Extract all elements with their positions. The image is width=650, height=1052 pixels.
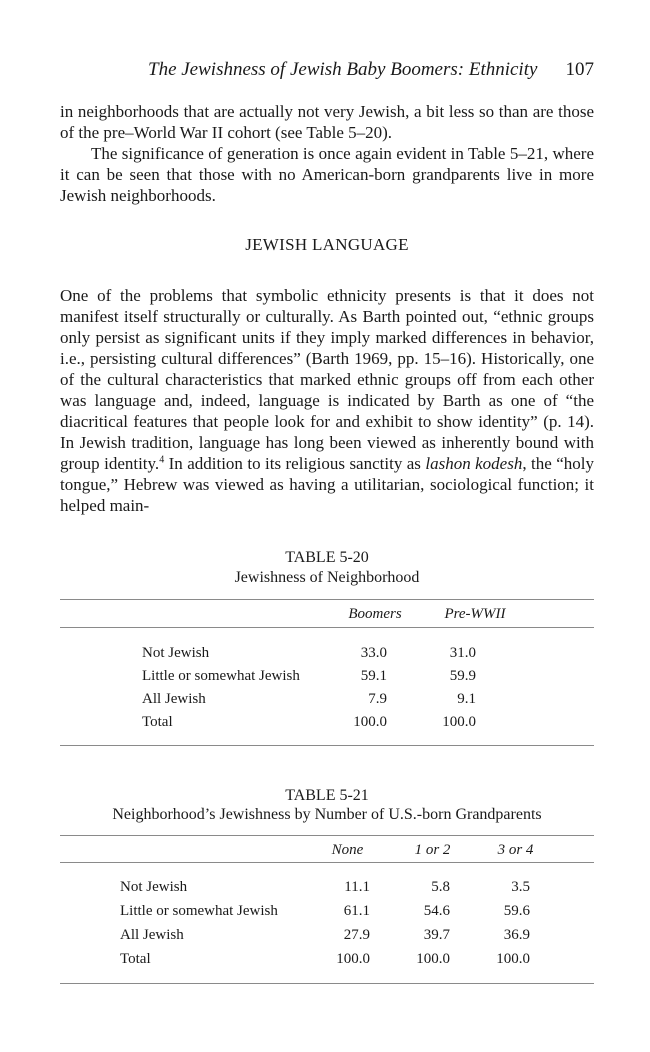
paragraph-continuation: in neighborhoods that are actually not very Jewish, a bit less so than are those of the pre–World War II cohort (see Table 5–20). (60, 102, 594, 142)
table-row (142, 711, 502, 733)
cell-3or4: 100.0 (496, 951, 530, 967)
cell-1or2: 54.6 (423, 903, 450, 919)
italic-term: lashon kodesh (425, 454, 523, 473)
cell-prewwii: 9.1 (457, 691, 476, 707)
table-5-21-label: TABLE 5-21 (285, 787, 369, 804)
row-label: Not Jewish (120, 879, 188, 895)
table-5-20-top-rule (60, 599, 594, 600)
cell-none: 27.9 (343, 927, 370, 943)
footnote-marker: 4 (159, 454, 165, 466)
paragraph-generation: The significance of generation is once again evident in Table 5–21, where it can be seen that those with no American-born grandparents live in more Jewish neighborhoods. (60, 144, 594, 205)
cell-prewwii: 100.0 (442, 714, 476, 730)
cell-3or4: 3.5 (511, 879, 530, 895)
running-title: The Jewishness of Jewish Baby Boomers: Ethnicity (148, 59, 538, 80)
cell-boomers: 33.0 (360, 645, 387, 661)
row-label: Total (142, 714, 173, 730)
table-5-21-col-none: None (331, 842, 364, 858)
table-5-20-label: TABLE 5-20 (285, 549, 369, 566)
cell-1or2: 100.0 (416, 951, 450, 967)
paragraph-language (60, 285, 594, 516)
cell-boomers: 59.1 (360, 668, 387, 684)
body-text-language (60, 285, 594, 516)
cell-prewwii: 59.9 (449, 668, 476, 684)
cell-none: 11.1 (344, 879, 370, 895)
table-row (142, 665, 502, 687)
table-5-20-col-boomers: Boomers (348, 606, 402, 622)
cell-boomers: 7.9 (368, 691, 387, 707)
table-row (142, 688, 502, 710)
table-5-20-bottom-rule (60, 745, 594, 746)
table-5-20-header-rule (60, 627, 594, 628)
paragraph-text-part: One of the problems that symbolic ethnicity presents is that it does not manifest itself structurally or culturally. As Barth pointed out, “ethnic groups only persist as significant units if they imply marked differences in behavior, i.e., persisting cultural differences” (Barth 1969, pp. 15–16). Historically, one of the cultural characteristics that marked ethnic groups off from each other was language and, indeed, language is indicated by Barth as one of “the diacritical features that people look for and exhibit to show identity” (p. 14). In Jewish tradition, language has long been viewed as inherently bound with group identity. (60, 286, 594, 473)
running-header (60, 58, 594, 82)
table-5-20-title: Jewishness of Neighborhood (234, 569, 420, 586)
table-5-21-top-rule (60, 835, 594, 836)
row-label: Not Jewish (142, 645, 210, 661)
table-row (120, 900, 540, 922)
cell-none: 100.0 (336, 951, 370, 967)
table-5-21-header-rule (60, 862, 594, 863)
table-row (120, 876, 540, 898)
row-label: Little or somewhat Jewish (142, 668, 300, 684)
row-label: Total (120, 951, 151, 967)
paragraph-text-part: In addition to its religious sanctity as (164, 454, 426, 473)
row-label: All Jewish (120, 927, 184, 943)
table-row (142, 642, 502, 664)
cell-prewwii: 31.0 (449, 645, 476, 661)
table-row (120, 948, 540, 970)
section-heading: JEWISH LANGUAGE (245, 235, 409, 254)
body-text-top (60, 101, 594, 206)
row-label: Little or somewhat Jewish (120, 903, 278, 919)
cell-1or2: 5.8 (431, 879, 450, 895)
cell-3or4: 59.6 (503, 903, 530, 919)
cell-none: 61.1 (343, 903, 370, 919)
table-5-21-col-1or2: 1 or 2 (414, 842, 451, 858)
table-row (120, 924, 540, 946)
paragraph-text-part: , the “holy tongue,” Hebrew was viewed as having a utilitarian, sociological function; it helped main- (60, 454, 594, 515)
table-5-21-col-3or4: 3 or 4 (497, 842, 534, 858)
cell-boomers: 100.0 (353, 714, 387, 730)
table-5-21-bottom-rule (60, 983, 594, 984)
cell-1or2: 39.7 (423, 927, 450, 943)
cell-3or4: 36.9 (503, 927, 530, 943)
page-number: 107 (565, 59, 594, 80)
table-5-21-title: Neighborhood’s Jewishness by Number of U.S.-born Grandparents (112, 806, 542, 823)
table-5-20-col-prewwii: Pre-WWII (444, 606, 506, 622)
row-label: All Jewish (142, 691, 206, 707)
